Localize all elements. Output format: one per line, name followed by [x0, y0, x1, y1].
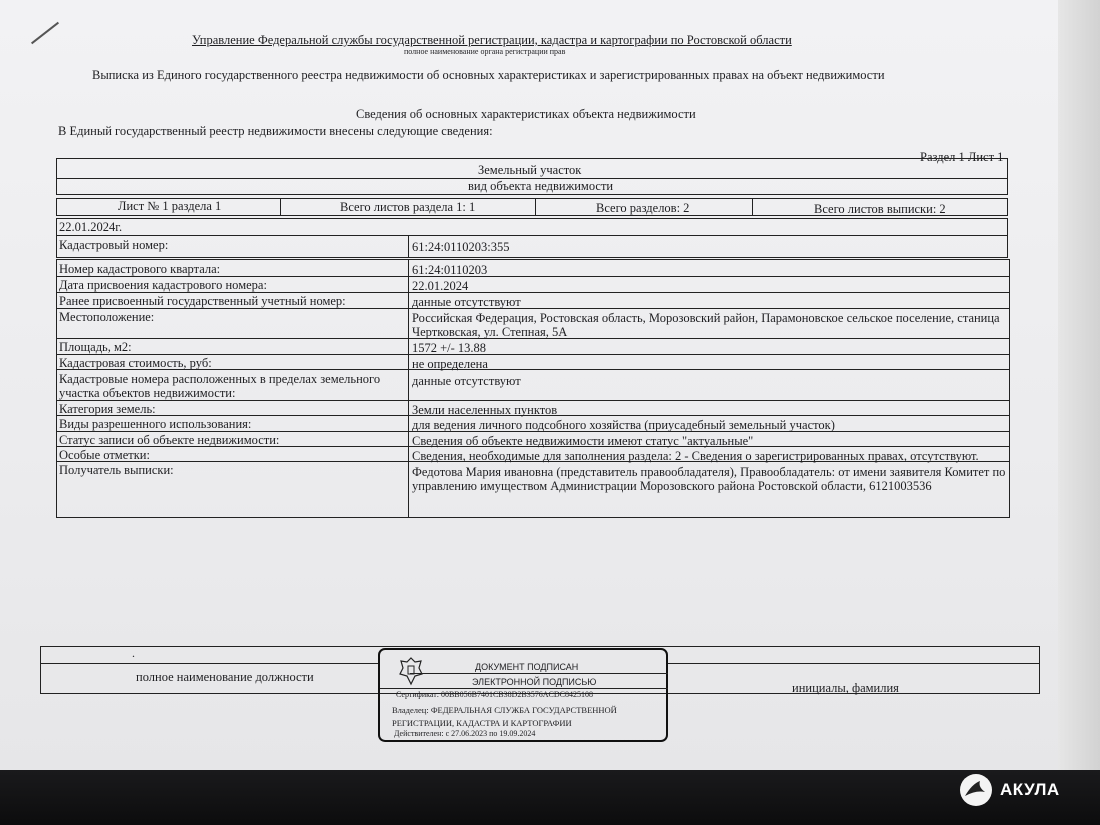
date-cadastral-block — [56, 218, 1008, 258]
electronic-signature-stamp — [378, 648, 668, 742]
table-row-value: данные отсутствуют — [412, 295, 521, 309]
position-caption: полное наименование должности — [136, 670, 314, 684]
background-surface-dark — [0, 770, 1100, 825]
table-row-label: Особые отметки: — [59, 448, 150, 462]
coat-of-arms-icon — [398, 656, 424, 686]
total-sections: Всего разделов: 2 — [596, 201, 690, 215]
table-row-value: Земли населенных пунктов — [412, 403, 558, 417]
object-type-caption: вид объекта недвижимости — [468, 179, 614, 193]
object-type: Земельный участок — [478, 163, 582, 177]
stamp-validity: Действителен: с 27.06.2023 по 19.09.2024 — [394, 729, 536, 738]
stamp-title-2: ЭЛЕКТРОННОЙ ПОДПИСЬЮ — [472, 677, 597, 687]
table-row-value: Сведения, необходимые для заполнения раздела: 2 - Сведения о зарегистрированных правах, отсутствуют. — [412, 449, 979, 463]
table-row-value: 61:24:0110203 — [412, 263, 488, 277]
table-row-label: Кадастровая стоимость, руб: — [59, 356, 212, 370]
section-title: Сведения об основных характеристиках объекта недвижимости — [356, 107, 696, 121]
extract-title: Выписка из Единого государственного реестра недвижимости об основных характеристиках и зарегистрированных правах на объект недвижимости — [92, 68, 885, 82]
initials-caption: инициалы, фамилия — [792, 681, 899, 695]
table-row-value: данные отсутствуют — [412, 374, 521, 388]
stamp-owner-2: РЕГИСТРАЦИИ, КАДАСТРА И КАРТОГРАФИИ — [392, 718, 572, 728]
table-row-label: Ранее присвоенный государственный учетный номер: — [59, 294, 346, 308]
cadastral-number: 61:24:0110203:355 — [412, 240, 510, 254]
table-row-label: Статус записи об объекте недвижимости: — [59, 433, 280, 447]
stamp-certificate: Сертификат: 00BB056B7401CB38D2B3576ACDC8425108 — [396, 690, 593, 699]
authority-caption: полное наименование органа регистрации прав — [404, 47, 566, 56]
extract-date: 22.01.2024г. — [59, 220, 123, 234]
table-row-value: Федотова Мария ивановна (представитель правообладателя), Правообладатель: от имени заявителя Комитет по управлению имуществом Администрации Морозовского района Ростовской области, 6121003536 — [412, 465, 1006, 493]
table-row-label: Местоположение: — [59, 310, 155, 324]
table-row-label: Кадастровые номера расположенных в пределах земельного участка объектов недвижимости: — [59, 372, 381, 400]
total-sheets: Всего листов выписки: 2 — [814, 202, 946, 216]
table-row-value: для ведения личного подсобного хозяйства (приусадебный земельный участок) — [412, 418, 835, 432]
table-row-value: 22.01.2024 — [412, 279, 469, 293]
cadastral-label: Кадастровый номер: — [59, 238, 169, 252]
intro-text: В Единый государственный реестр недвижимости внесены следующие сведения: — [58, 124, 493, 138]
table-row-value: Российская Федерация, Ростовская область, Морозовский район, Парамоновское сельское поселение, станица Чертковская, ул. Степная, 5А — [412, 311, 1000, 339]
authority-name: Управление Федеральной службы государственной регистрации, кадастра и картографии по Ростовской области — [192, 33, 792, 47]
sheets-in-section: Всего листов раздела 1: 1 — [340, 200, 476, 214]
table-row-value: 1572 +/- 13.88 — [412, 341, 487, 355]
table-row-label: Площадь, м2: — [59, 340, 132, 354]
table-row-label: Получатель выписки: — [59, 463, 174, 477]
sheet-number: Лист № 1 раздела 1 — [118, 199, 222, 213]
signature-dot: . — [132, 646, 135, 660]
stamp-owner: Владелец: ФЕДЕРАЛЬНАЯ СЛУЖБА ГОСУДАРСТВЕННОЙ — [392, 705, 617, 715]
watermark-text: АКУЛА — [1000, 780, 1060, 799]
table-row-value: Сведения об объекте недвижимости имеют статус "актуальные" — [412, 434, 754, 448]
background-surface — [1058, 0, 1100, 780]
table-row-label: Категория земель: — [59, 402, 156, 416]
stamp-title-1: ДОКУМЕНТ ПОДПИСАН — [475, 662, 579, 672]
table-row-label: Номер кадастрового квартала: — [59, 262, 221, 276]
sheet-reference: Раздел 1 Лист 1 — [920, 150, 1004, 164]
table-row-label: Дата присвоения кадастрового номера: — [59, 278, 267, 292]
table-row-label: Виды разрешенного использования: — [59, 417, 252, 431]
table-row-value: не определена — [412, 357, 488, 371]
shark-logo-icon — [958, 772, 994, 808]
watermark — [958, 770, 1060, 810]
